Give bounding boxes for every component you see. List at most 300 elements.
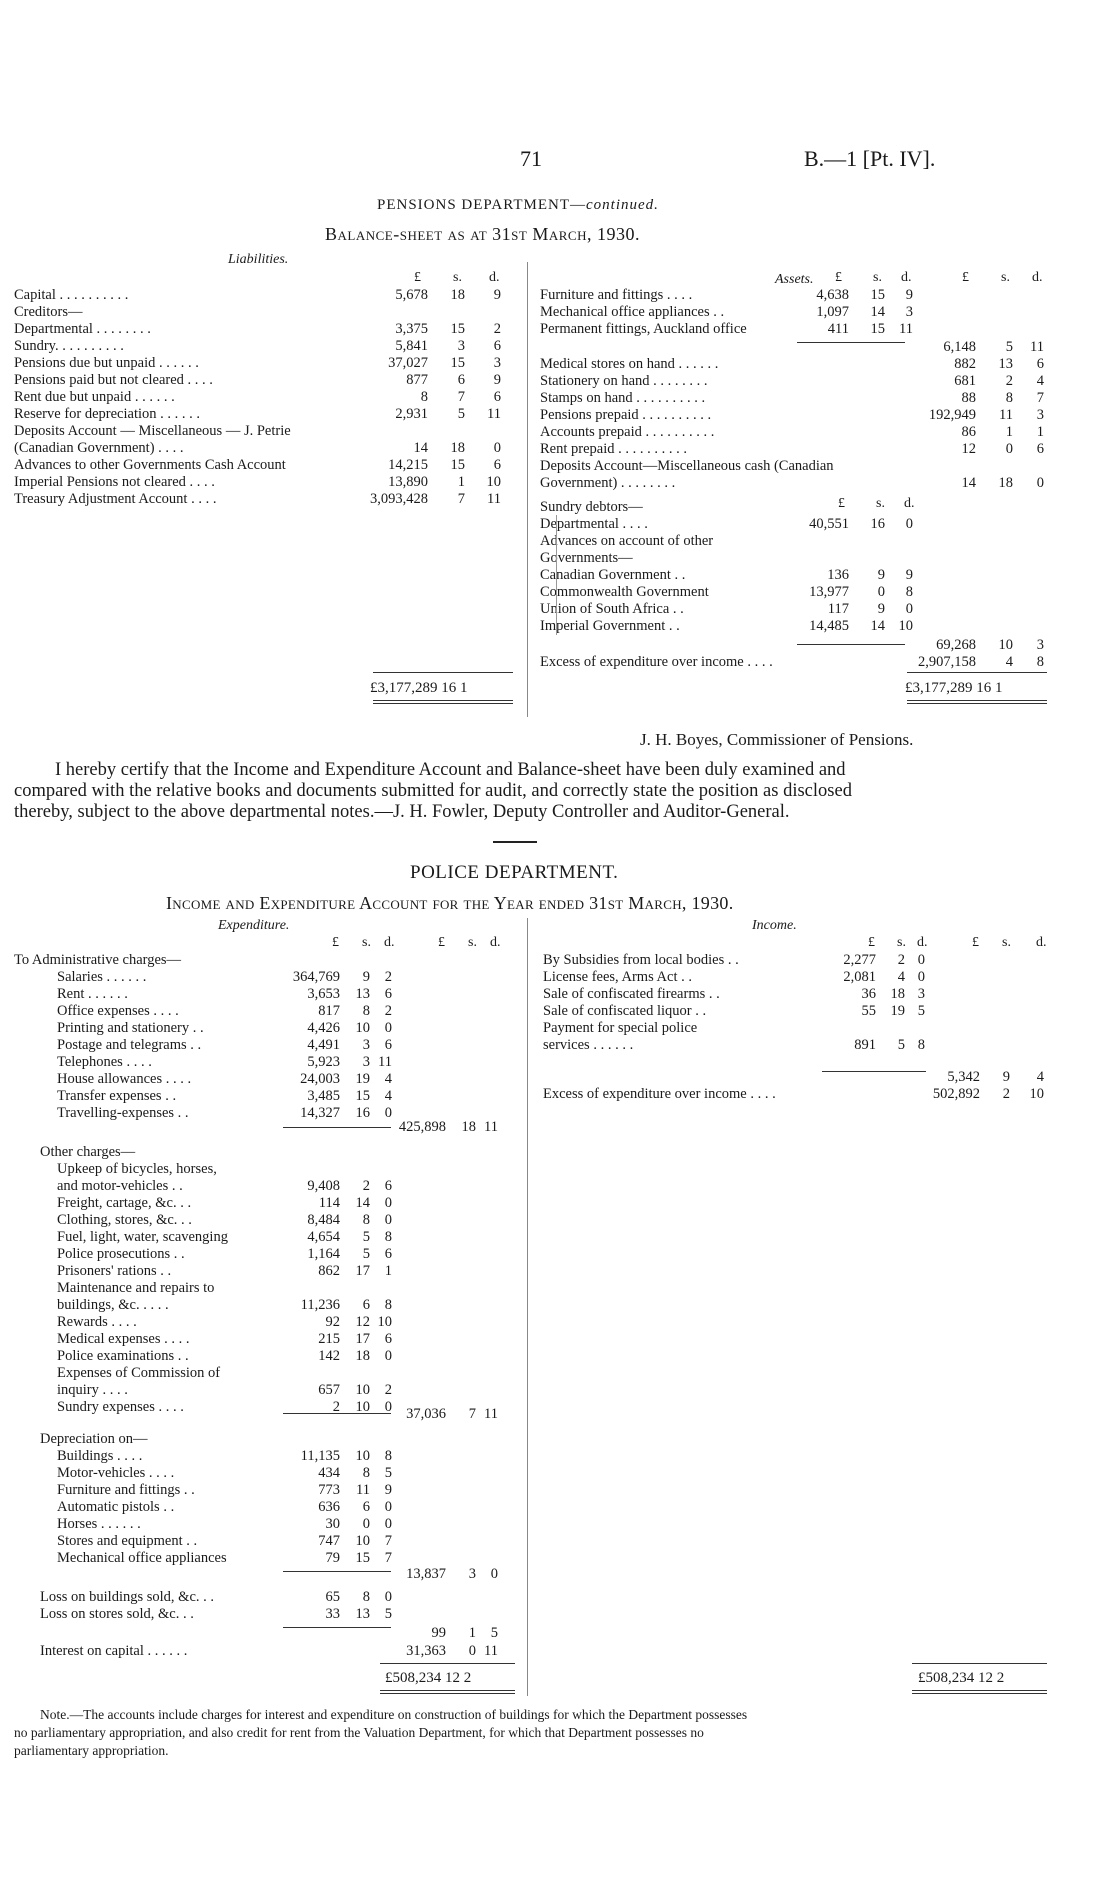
- amount-pence: 11: [378, 1054, 392, 1070]
- row-label: inquiry . . . .: [57, 1382, 128, 1398]
- amount-pence: 2: [493, 321, 501, 337]
- exp-total-rule-bottom-double: [380, 1693, 515, 1694]
- amount-shillings: 13: [998, 356, 1013, 372]
- row-label: Sale of confiscated liquor . .: [543, 1003, 707, 1019]
- amount-shillings: 4: [1005, 654, 1013, 670]
- amount-pounds: 2: [332, 1399, 340, 1415]
- amount-pounds: 4,654: [307, 1229, 340, 1245]
- amount-shillings: 2: [1002, 1086, 1010, 1102]
- amount-pounds: 117: [827, 601, 849, 617]
- amount-pence: 11: [484, 1406, 498, 1422]
- amount-pounds: 4,491: [307, 1037, 340, 1053]
- row-label: Police examinations . .: [57, 1348, 189, 1364]
- amount-shillings: 11: [356, 1482, 370, 1498]
- expenditure-row: [57, 1533, 404, 1550]
- amount-shillings: 9: [362, 969, 370, 985]
- amount-pounds: 5,342: [947, 1069, 980, 1085]
- sundry-row: [540, 550, 925, 567]
- amount-pence: 4: [1036, 1069, 1044, 1085]
- document-reference: B.—1 [Pt. IV].: [804, 146, 936, 171]
- loss-subtotal: [390, 1625, 510, 1642]
- amount-pence: 10: [1029, 1086, 1044, 1102]
- row-label: Expenses of Commission of: [57, 1365, 221, 1381]
- amount-pence: 11: [487, 491, 501, 507]
- expenditure-row: [57, 1382, 404, 1399]
- amount-pence: 10: [898, 618, 913, 634]
- amount-pence: 6: [384, 1246, 392, 1262]
- column-unit-header: d.: [1036, 935, 1047, 950]
- amount-pence: 11: [484, 1119, 498, 1135]
- amount-shillings: 6: [362, 1297, 370, 1313]
- amount-pence: 0: [384, 1020, 392, 1036]
- amount-shillings: 10: [355, 1382, 370, 1398]
- amount-pence: 5: [384, 1465, 392, 1481]
- column-unit-header: s.: [468, 935, 477, 950]
- row-label: Automatic pistols . .: [57, 1499, 175, 1515]
- income-subtotal: [930, 1069, 1056, 1086]
- amount-pence: 0: [384, 1348, 392, 1364]
- liability-row: [14, 457, 513, 474]
- amount-pounds: 747: [318, 1533, 340, 1549]
- section-divider: [493, 841, 537, 843]
- pensions-column-divider: [527, 262, 528, 717]
- amount-pounds: 4,426: [307, 1020, 340, 1036]
- column-unit-header: d.: [489, 270, 500, 285]
- amount-pence: 6: [1036, 441, 1044, 457]
- expenditure-row: [57, 1314, 404, 1331]
- amount-pence: 11: [487, 406, 501, 422]
- amount-shillings: 15: [870, 287, 885, 303]
- row-label: and motor-vehicles . .: [57, 1178, 183, 1194]
- amount-pence: 6: [384, 1178, 392, 1194]
- row-label: License fees, Arms Act . .: [543, 969, 692, 985]
- amount-shillings: 0: [468, 1643, 476, 1659]
- amount-pounds: 636: [318, 1499, 340, 1515]
- expenditure-row: [57, 1331, 404, 1348]
- amount-pence: 0: [384, 1105, 392, 1121]
- amount-pence: 0: [490, 1566, 498, 1582]
- amount-pounds: 24,003: [300, 1071, 340, 1087]
- asset-row: [540, 287, 925, 304]
- amount-shillings: 15: [870, 321, 885, 337]
- expenditure-row: [57, 1161, 404, 1178]
- expenditure-row: [57, 1003, 404, 1020]
- amount-shillings: 5: [1005, 339, 1013, 355]
- liab-total-rule-bottom: [373, 700, 513, 701]
- row-label: Canadian Government . .: [540, 567, 686, 583]
- sundry-bracket: [556, 515, 557, 635]
- amount-pence: 7: [384, 1533, 392, 1549]
- row-label: Pensions prepaid . . . . . . . . . .: [540, 407, 712, 423]
- amount-pence: 10: [486, 474, 501, 490]
- row-label: Furniture and fittings . .: [57, 1482, 195, 1498]
- row-label: Prisoners' rations . .: [57, 1263, 172, 1279]
- amount-shillings: 3: [362, 1054, 370, 1070]
- row-label: Postage and telegrams . .: [57, 1037, 202, 1053]
- asset-row: [540, 304, 925, 321]
- amount-pounds: 99: [431, 1625, 446, 1641]
- amount-shillings: 17: [355, 1331, 370, 1347]
- inc-total-rule-bottom: [912, 1690, 1047, 1691]
- amount-shillings: 9: [877, 601, 885, 617]
- amount-pounds: 55: [861, 1003, 876, 1019]
- row-label: Furniture and fittings . . . .: [540, 287, 693, 303]
- amount-pence: 8: [384, 1229, 392, 1245]
- amount-pounds: 142: [318, 1348, 340, 1364]
- liability-row: [14, 355, 513, 372]
- amount-pounds: 411: [827, 321, 849, 337]
- expenditure-row: [57, 1516, 404, 1533]
- row-label: Departmental . . . .: [540, 516, 648, 532]
- column-unit-header: s.: [1002, 935, 1011, 950]
- expenditure-row: [57, 1088, 404, 1105]
- liability-row: [14, 338, 513, 355]
- assets-total-rule-top: [907, 672, 1047, 673]
- column-unit-header: d.: [384, 935, 395, 950]
- amount-shillings: 10: [355, 1020, 370, 1036]
- amount-pence: 8: [384, 1448, 392, 1464]
- expenditure-row: [57, 1263, 404, 1280]
- amount-shillings: 1: [1005, 424, 1013, 440]
- amount-pence: 0: [384, 1499, 392, 1515]
- amount-shillings: 14: [870, 304, 885, 320]
- expenditure-row: [57, 1229, 404, 1246]
- amount-shillings: 14: [355, 1195, 370, 1211]
- amount-shillings: 7: [457, 389, 465, 405]
- row-label: Sundry. . . . . . . . . .: [14, 338, 124, 354]
- assets-total-rule-bottom-double: [907, 703, 1047, 704]
- column-unit-header: d.: [901, 270, 912, 285]
- column-unit-header: £: [332, 935, 339, 950]
- amount-pence: 1: [384, 1263, 392, 1279]
- expenditure-row: [57, 1054, 404, 1071]
- column-unit-header: s.: [1001, 270, 1010, 285]
- row-label: Creditors—: [14, 304, 83, 320]
- row-label: Reserve for depreciation . . . . . .: [14, 406, 201, 422]
- amount-pounds: 192,949: [928, 407, 976, 423]
- amount-pence: 9: [905, 567, 913, 583]
- expenditure-row: [57, 1297, 404, 1314]
- expenditure-row: [57, 1071, 404, 1088]
- amount-pence: 0: [384, 1195, 392, 1211]
- note-line-2: no parliamentary appropriation, and also credit for rent from the Valuation Department, for which that Department possesses no: [14, 1725, 704, 1740]
- amount-pence: 6: [493, 338, 501, 354]
- column-unit-header: £: [868, 935, 875, 950]
- amount-pounds: 33: [325, 1606, 340, 1622]
- amount-pence: 8: [384, 1297, 392, 1313]
- expenditure-row: [57, 1020, 404, 1037]
- amount-pounds: 5,678: [395, 287, 428, 303]
- amount-shillings: 8: [1005, 390, 1013, 406]
- amount-pence: 8: [1036, 654, 1044, 670]
- amount-pence: 2: [384, 1003, 392, 1019]
- amount-pounds: 86: [961, 424, 976, 440]
- row-label: Rent prepaid . . . . . . . . . .: [540, 441, 687, 457]
- column-unit-header: d.: [904, 496, 915, 511]
- expenditure-row: [57, 1178, 404, 1195]
- amount-pence: 7: [1036, 390, 1044, 406]
- row-label: Deposits Account — Miscellaneous — J. Petrie: [14, 423, 291, 439]
- amount-shillings: 8: [362, 1003, 370, 1019]
- amount-shillings: 5: [457, 406, 465, 422]
- row-label: Imperial Government . .: [540, 618, 680, 634]
- amount-pounds: 14: [413, 440, 428, 456]
- amount-shillings: 8: [362, 1465, 370, 1481]
- other-subtotal: [390, 1406, 510, 1423]
- note-line-3: parliamentary appropriation.: [14, 1743, 169, 1758]
- amount-pounds: 773: [318, 1482, 340, 1498]
- row-label: Fuel, light, water, scavenging: [57, 1229, 228, 1245]
- row-label: services . . . . . .: [543, 1037, 634, 1053]
- amount-pounds: 65: [325, 1589, 340, 1605]
- asset-row: [540, 390, 1056, 407]
- amount-shillings: 2: [1005, 373, 1013, 389]
- amount-pounds: 13,890: [388, 474, 428, 490]
- amount-shillings: 10: [355, 1448, 370, 1464]
- row-label: Rent . . . . . .: [57, 986, 128, 1002]
- amount-shillings: 3: [457, 338, 465, 354]
- amount-pounds: 862: [318, 1263, 340, 1279]
- liability-row: [14, 406, 513, 423]
- amount-shillings: 15: [450, 457, 465, 473]
- amount-pounds: 31,363: [406, 1643, 446, 1659]
- amount-pounds: 817: [318, 1003, 340, 1019]
- amount-pence: 6: [384, 1331, 392, 1347]
- pensions-signature: J. H. Boyes, Commissioner of Pensions.: [640, 730, 914, 749]
- asset-row: [540, 458, 1056, 475]
- expenditure-row: [57, 1499, 404, 1516]
- row-label: Permanent fittings, Auckland office: [540, 321, 747, 337]
- amount-pounds: 5,923: [307, 1054, 340, 1070]
- row-label: By Subsidies from local bodies . .: [543, 952, 739, 968]
- amount-pence: 0: [917, 952, 925, 968]
- amount-pounds: 657: [318, 1382, 340, 1398]
- amount-shillings: 4: [897, 969, 905, 985]
- amount-pounds: 1,164: [307, 1246, 340, 1262]
- amount-pounds: 13,977: [809, 584, 849, 600]
- amount-pounds: 14,485: [809, 618, 849, 634]
- row-label: Stationery on hand . . . . . . . .: [540, 373, 708, 389]
- amount-shillings: 18: [450, 440, 465, 456]
- asset-row: [540, 373, 1056, 390]
- amount-pounds: 3,485: [307, 1088, 340, 1104]
- column-unit-header: £: [838, 496, 845, 511]
- certify-line-3: thereby, subject to the above departmental notes.—J. H. Fowler, Deputy Controller and Auditor-General.: [14, 802, 790, 822]
- note-line-1: Note.—The accounts include charges for interest and expenditure on construction of buildings for which the Department possesses: [40, 1707, 748, 1722]
- row-label: Pensions paid but not cleared . . . .: [14, 372, 213, 388]
- liability-row: [14, 321, 513, 338]
- pensions-balance-title: Balance-sheet as at 31st March, 1930.: [325, 224, 640, 244]
- amount-shillings: 18: [461, 1119, 476, 1135]
- liability-row: [14, 474, 513, 491]
- row-label: Salaries . . . . . .: [57, 969, 147, 985]
- amount-pence: 5: [917, 1003, 925, 1019]
- column-unit-header: d.: [917, 935, 928, 950]
- amount-pounds: 69,268: [936, 637, 976, 653]
- amount-shillings: 5: [362, 1229, 370, 1245]
- police-account-title: Income and Expenditure Account for the Year ended 31st March, 1930.: [166, 893, 734, 913]
- amount-shillings: 0: [362, 1516, 370, 1532]
- expenditure-row: [40, 1589, 404, 1606]
- amount-shillings: 18: [450, 287, 465, 303]
- amount-pence: 4: [384, 1088, 392, 1104]
- row-label: Deposits Account—Miscellaneous cash (Canadian: [540, 458, 834, 474]
- amount-pounds: 9,408: [307, 1178, 340, 1194]
- amount-shillings: 1: [468, 1625, 476, 1641]
- amount-pence: 11: [1030, 339, 1044, 355]
- amount-shillings: 6: [362, 1499, 370, 1515]
- amount-pence: 3: [493, 355, 501, 371]
- row-label: Capital . . . . . . . . . .: [14, 287, 129, 303]
- interest-row: [40, 1643, 510, 1660]
- column-unit-header: s.: [876, 496, 885, 511]
- inc-total-rule-top: [912, 1663, 1047, 1664]
- expenditure-row: [57, 1037, 404, 1054]
- amount-pounds: 6,148: [943, 339, 976, 355]
- row-label: Union of South Africa . .: [540, 601, 684, 617]
- amount-pence: 7: [384, 1550, 392, 1566]
- row-label: Sundry expenses . . . .: [57, 1399, 184, 1415]
- row-label: Horses . . . . . .: [57, 1516, 141, 1532]
- excess-row: [540, 654, 1056, 671]
- amount-pence: 5: [490, 1625, 498, 1641]
- amount-shillings: 14: [870, 618, 885, 634]
- asset-row: [540, 356, 1056, 373]
- other-subtotal-rule: [283, 1413, 391, 1414]
- sundry-row: [540, 601, 925, 618]
- amount-pounds: 30: [325, 1516, 340, 1532]
- amount-pence: 0: [384, 1589, 392, 1605]
- expenditure-row: [40, 1606, 404, 1623]
- amount-pence: 1: [1036, 424, 1044, 440]
- police-column-divider: [527, 918, 528, 1696]
- liabilities-heading: Liabilities.: [228, 252, 289, 267]
- amount-shillings: 3: [362, 1037, 370, 1053]
- amount-pence: 9: [493, 372, 501, 388]
- row-label: Stamps on hand . . . . . . . . . .: [540, 390, 706, 406]
- row-label: Telephones . . . .: [57, 1054, 152, 1070]
- column-unit-header: s.: [362, 935, 371, 950]
- asset-row: [540, 475, 1056, 492]
- row-label: Police prosecutions . .: [57, 1246, 185, 1262]
- income-row: [543, 969, 937, 986]
- column-unit-header: s.: [873, 270, 882, 285]
- row-label: Excess of expenditure over income . . . .: [540, 654, 773, 670]
- row-label: Rewards . . . .: [57, 1314, 137, 1330]
- amount-shillings: 16: [870, 516, 885, 532]
- liability-row: [14, 491, 513, 508]
- expenditure-row: [57, 1280, 404, 1297]
- row-label: House allowances . . . .: [57, 1071, 192, 1087]
- amount-pounds: 8: [420, 389, 428, 405]
- pensions-title-continued: continued.: [586, 197, 659, 213]
- amount-pence: 9: [905, 287, 913, 303]
- expenditure-total: £508,234 12 2: [385, 1670, 472, 1686]
- income-row: [543, 1003, 937, 1020]
- amount-pounds: 4,638: [816, 287, 849, 303]
- amount-pence: 6: [384, 986, 392, 1002]
- expenditure-row: [57, 1195, 404, 1212]
- assets-total: £3,177,289 16 1: [905, 680, 1003, 696]
- admin-subtotal-rule: [283, 1127, 391, 1128]
- row-label: Rent due but unpaid . . . . . .: [14, 389, 175, 405]
- row-label: Government) . . . . . . . .: [540, 475, 676, 491]
- amount-shillings: 18: [998, 475, 1013, 491]
- amount-shillings: 10: [355, 1533, 370, 1549]
- amount-pounds: 12: [961, 441, 976, 457]
- row-label: Motor-vehicles . . . .: [57, 1465, 175, 1481]
- expenditure-row: [57, 1348, 404, 1365]
- row-label: Commonwealth Government: [540, 584, 709, 600]
- amount-pence: 9: [493, 287, 501, 303]
- liability-row: [14, 423, 513, 440]
- dep-subtotal-rule: [283, 1571, 391, 1572]
- inc-total-rule-bottom-double: [912, 1693, 1047, 1694]
- amount-pounds: 14,327: [300, 1105, 340, 1121]
- column-unit-header: £: [962, 270, 969, 285]
- amount-pence: 0: [917, 969, 925, 985]
- amount-pounds: 882: [954, 356, 976, 372]
- amount-shillings: 18: [890, 986, 905, 1002]
- admin-charges-heading: To Administrative charges—: [14, 952, 182, 968]
- pensions-title-text: PENSIONS DEPARTMENT—: [377, 197, 586, 213]
- row-label: Interest on capital . . . . . .: [40, 1643, 188, 1659]
- amount-shillings: 8: [362, 1589, 370, 1605]
- amount-pence: 3: [1036, 407, 1044, 423]
- row-label: Sale of confiscated firearms . .: [543, 986, 720, 1002]
- expenditure-row: [57, 986, 404, 1003]
- expenditure-row: [57, 1246, 404, 1263]
- amount-pence: 6: [384, 1037, 392, 1053]
- row-label: Printing and stationery . .: [57, 1020, 204, 1036]
- amount-shillings: 15: [355, 1550, 370, 1566]
- asset-row: [540, 407, 1056, 424]
- amount-pounds: 14,215: [388, 457, 428, 473]
- amount-pounds: 11,236: [300, 1297, 340, 1313]
- amount-shillings: 10: [355, 1399, 370, 1415]
- liab-total-rule-top: [373, 672, 513, 673]
- admin-subtotal: [390, 1119, 510, 1136]
- liabilities-total: £3,177,289 16 1: [370, 680, 468, 696]
- amount-pounds: 877: [406, 372, 428, 388]
- amount-pounds: 364,769: [292, 969, 340, 985]
- amount-pounds: 92: [325, 1314, 340, 1330]
- amount-shillings: 9: [1002, 1069, 1010, 1085]
- dep-subtotal: [390, 1566, 510, 1583]
- liab-total-rule-bottom-double: [373, 703, 513, 704]
- sundry-row: [540, 516, 925, 533]
- amount-pence: 6: [493, 457, 501, 473]
- amount-shillings: 8: [362, 1212, 370, 1228]
- income-row: [543, 1037, 937, 1054]
- row-label: Advances to other Governments Cash Account: [14, 457, 286, 473]
- exp-total-rule-top: [380, 1663, 515, 1664]
- amount-pounds: 3,375: [395, 321, 428, 337]
- amount-shillings: 10: [998, 637, 1013, 653]
- row-label: Upkeep of bicycles, horses,: [57, 1161, 217, 1177]
- row-label: Imperial Pensions not cleared . . . .: [14, 474, 215, 490]
- sundry-subtotal-rule: [797, 644, 905, 645]
- row-label: Loss on stores sold, &c. . .: [40, 1606, 194, 1622]
- sundry-row: [540, 533, 925, 550]
- amount-pence: 4: [384, 1071, 392, 1087]
- assets-heading: Assets.: [775, 272, 814, 287]
- amount-pounds: 11,135: [300, 1448, 340, 1464]
- liability-row: [14, 304, 513, 321]
- row-label: Clothing, stores, &c. . .: [57, 1212, 192, 1228]
- amount-pounds: 88: [961, 390, 976, 406]
- amount-pounds: 2,081: [843, 969, 876, 985]
